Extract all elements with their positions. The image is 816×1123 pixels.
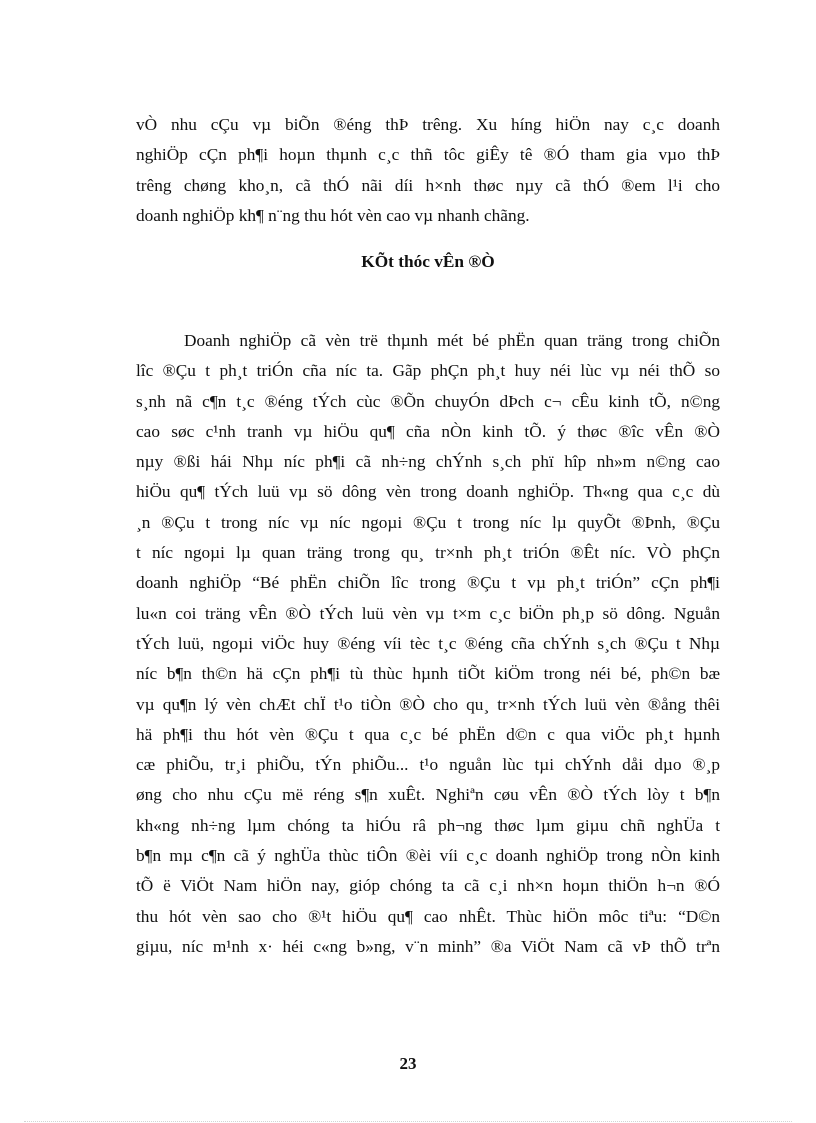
text-line: s¸nh nã c¶n t¸c ®éng tÝch cùc ®Õn chuyÓn dÞch c¬ cÊu kinh tÕ, n©ng xyxy=(136,391,720,411)
text-line: lu«n coi träng vÊn ®Ò tÝch luü vèn vµ t×m c¸c biÖn ph¸p sö dông. Nguån xyxy=(136,603,720,623)
text-line: lîc ®Çu t ph¸t triÓn cña níc ta. Gãp phÇn ph¸t huy néi lùc vµ néi thÕ so xyxy=(136,361,720,381)
text-line: doanh nghiÖp kh¶ n¨ng thu hót vèn cao vµ nhanh chãng. xyxy=(136,205,530,225)
text-line: níc b¶n th©n hä cÇn ph¶i tù thùc hµnh tiÕt kiÖm trong néi bé, ph©n bæ xyxy=(136,664,720,684)
text-line: nµy ®ßi hái Nhµ níc ph¶i cã nh÷ng chÝnh s¸ch phï hîp nh»m n©ng cao xyxy=(136,452,720,472)
text-line: Doanh nghiÖp cã vèn trë thµnh mét bé phËn quan träng trong chiÕn xyxy=(184,331,720,350)
page-bottom-divider xyxy=(24,1121,792,1122)
text-line: giµu, níc m¹nh x· héi c«ng b»ng, v¨n minh” ®a ViÖt Nam cã vÞ thÕ trªn xyxy=(136,936,720,956)
text-line: t níc ngoµi lµ quan träng trong qu¸ tr×nh ph¸t triÓn ®Êt níc. VÒ phÇn xyxy=(136,543,720,563)
section-heading: KÕt thóc vÊn ®Ò xyxy=(361,252,495,271)
text-line: cæ phiÕu, tr¸i phiÕu, tÝn phiÕu... t¹o nguån lùc tµi chÝnh dåi dµo ®¸p xyxy=(136,755,720,775)
text-line: kh«ng nh÷ng lµm chóng ta hiÓu râ ph¬ng thøc lµm giµu chñ nghÜa t xyxy=(136,815,720,835)
text-line: hä ph¶i thu hót vèn ®Çu t qua c¸c bé phËn d©n c qua viÖc ph¸t hµnh xyxy=(136,724,720,744)
text-line: øng cho nhu cÇu më réng s¶n xuÊt. Nghiªn cøu vÊn ®Ò tÝch lòy t b¶n xyxy=(136,785,720,805)
paragraph-intro xyxy=(136,110,720,231)
text-line: tÝch luü, ngoµi viÖc huy ®éng víi tèc t¸c ®éng cña chÝnh s¸ch ®Çu t Nhµ xyxy=(136,633,720,653)
text-line: thu hót vèn sao cho ®¹t hiÖu qu¶ cao nhÊt. Thùc hiÖn môc tiªu: “D©n xyxy=(136,906,720,926)
text-line: tÕ ë ViÖt Nam hiÖn nay, gióp chóng ta cã c¸i nh×n hoµn thiÖn h¬n ®Ó xyxy=(136,876,720,896)
page-number: 23 xyxy=(399,1054,417,1073)
text-line: hiÖu qu¶ tÝch luü vµ sö dông vèn trong doanh nghiÖp. Th«ng qua c¸c dù xyxy=(136,482,720,502)
text-line: vÒ nhu cÇu vµ biÕn ®éng thÞ trêng. Xu híng hiÖn nay c¸c doanh xyxy=(136,115,720,134)
text-line: doanh nghiÖp “Bé phËn chiÕn lîc trong ®Çu t vµ ph¸t triÓn” cÇn ph¶i xyxy=(136,573,720,593)
text-line: ¸n ®Çu t trong níc vµ níc ngoµi ®Çu t trong níc lµ quyÕt ®Þnh, ®Çu xyxy=(136,512,720,532)
text-line: b¶n mµ c¶n cã ý nghÜa thùc tiÔn ®èi víi c¸c doanh nghiÖp trong nÒn kinh xyxy=(136,846,720,866)
text-line: nghiÖp cÇn ph¶i hoµn thµnh c¸c thñ tôc giÊy tê ®Ó tham gia vµo thÞ xyxy=(136,145,720,165)
text-line: cao søc c¹nh tranh vµ hiÖu qu¶ cña nÒn kinh tÕ. ý thøc ®îc vÊn ®Ò xyxy=(136,421,720,441)
paragraph-conclusion xyxy=(136,326,720,962)
text-line: vµ qu¶n lý vèn chÆt chÏ t¹o tiÒn ®Ò cho qu¸ tr×nh tÝch luü vèn ®ång thêi xyxy=(136,694,720,714)
text-line: trêng chøng kho¸n, cã thÓ nãi díi h×nh thøc nµy cã thÓ ®em l¹i cho xyxy=(136,175,720,195)
